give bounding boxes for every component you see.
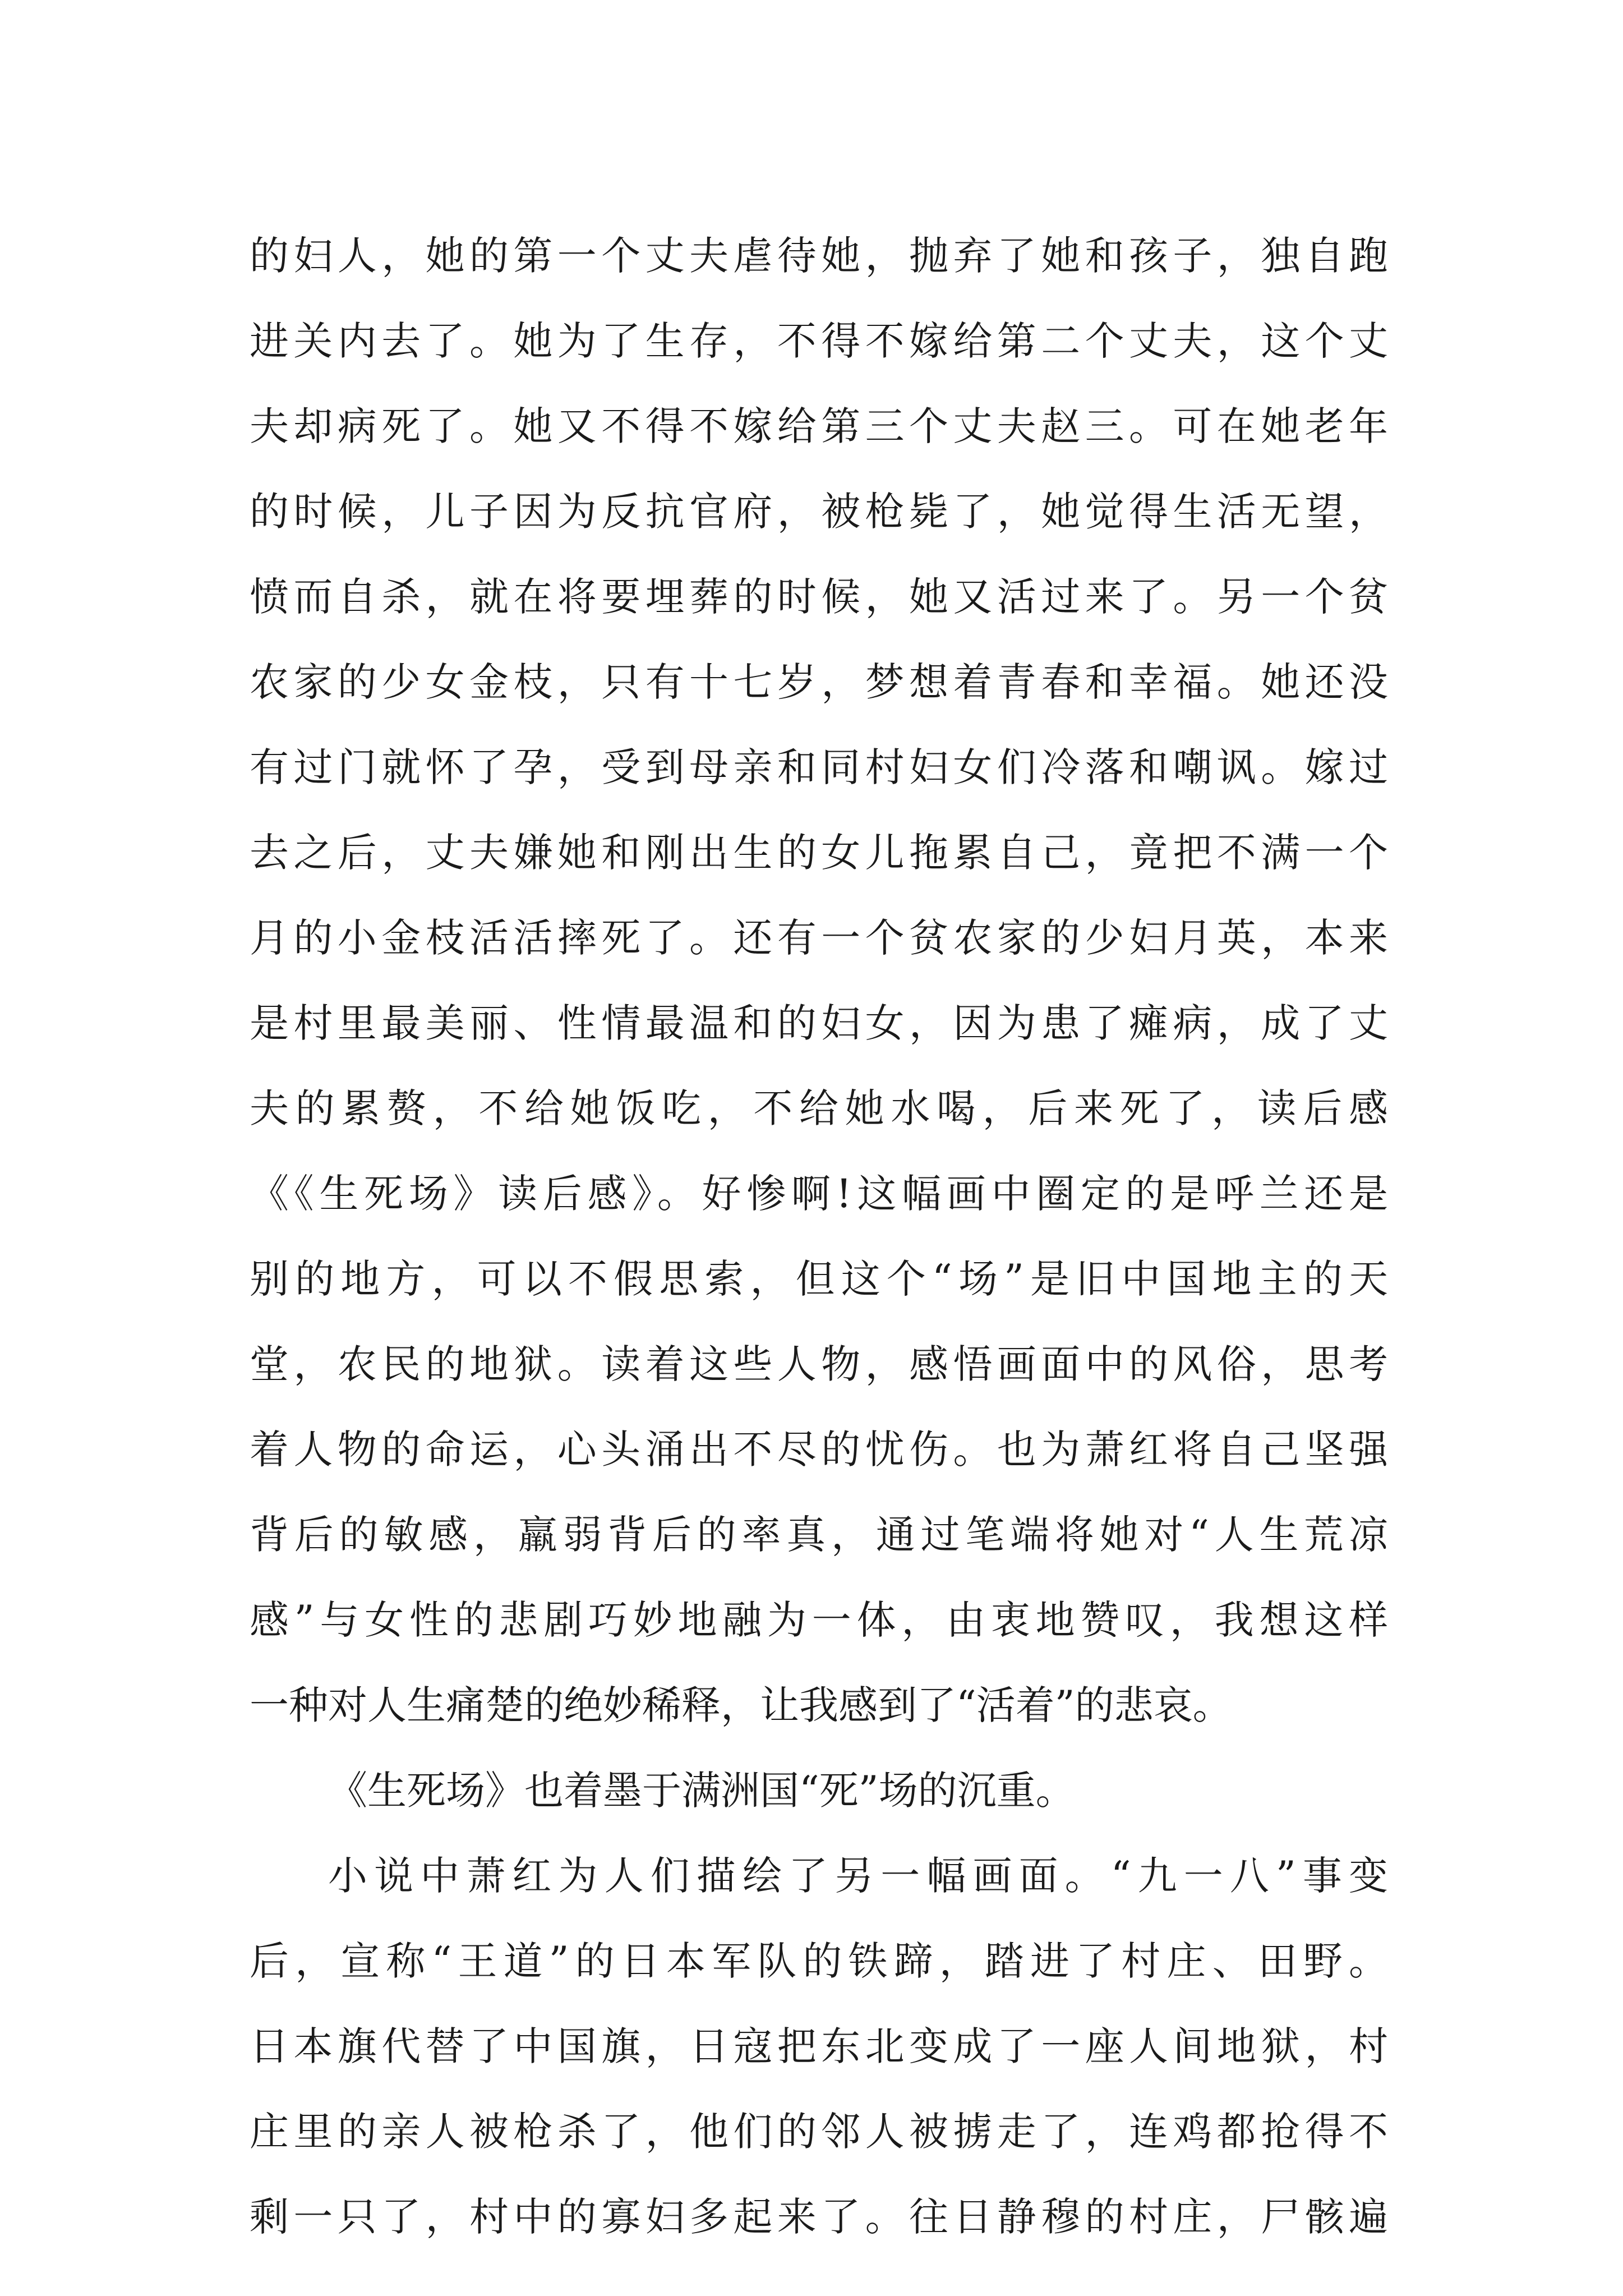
text-line: 是村里最美丽、性情最温和的妇女，因为患了瘫病，成了丈 [250, 1000, 1388, 1046]
text-line: 夫的累赘，不给她饭吃，不给她水喝，后来死了，读后感 [250, 1085, 1388, 1131]
text-line: 日本旗代替了中国旗，日寇把东北变成了一座人间地狱，村 [250, 2023, 1388, 2069]
text-line: 后，宣称“王道”的日本军队的铁蹄，踏进了村庄、田野。 [250, 1938, 1388, 1984]
text-line: 月的小金枝活活摔死了。还有一个贫农家的少妇月英，本来 [250, 915, 1388, 961]
paragraph-start-line: 《生死场》也着墨于满洲国“死”场的沉重。 [328, 1768, 1075, 1814]
text-line: 夫却病死了。她又不得不嫁给第三个丈夫赵三。可在她老年 [250, 403, 1388, 449]
text-line: 着人物的命运，心头涌出不尽的忧伤。也为萧红将自己坚强 [250, 1427, 1388, 1473]
text-line: 有过门就怀了孕，受到母亲和同村妇女们冷落和嘲讽。嫁过 [250, 744, 1388, 790]
paragraph-start-line: 小说中萧红为人们描绘了另一幅画面。“九一八”事变 [328, 1853, 1388, 1899]
text-line: 《《生死场》读后感》。好惨啊!这幅画中圈定的是呼兰还是 [250, 1171, 1388, 1217]
text-line: 背后的敏感，羸弱背后的率真，通过笔端将她对“人生荒凉 [250, 1512, 1388, 1558]
text-line: 庄里的亲人被枪杀了，他们的邻人被掳走了，连鸡都抢得不 [250, 2109, 1388, 2155]
text-line: 农家的少女金枝，只有十七岁，梦想着青春和幸福。她还没 [250, 659, 1388, 705]
text-line: 的时候，儿子因为反抗官府，被枪毙了，她觉得生活无望， [250, 489, 1388, 535]
text-line: 堂，农民的地狱。读着这些人物，感悟画面中的风俗，思考 [250, 1341, 1388, 1387]
text-line: 去之后，丈夫嫌她和刚出生的女儿拖累自己，竟把不满一个 [250, 830, 1388, 876]
text-line: 剩一只了，村中的寡妇多起来了。往日静穆的村庄，尸骸遍 [250, 2194, 1388, 2240]
body-text [250, 213, 1388, 2260]
text-line: 进关内去了。她为了生存，不得不嫁给第二个丈夫，这个丈 [250, 318, 1388, 364]
text-line: 的妇人，她的第一个丈夫虐待她，抛弃了她和孩子，独自跑 [250, 233, 1388, 279]
text-line: 别的地方，可以不假思索，但这个“场”是旧中国地主的天 [250, 1256, 1388, 1302]
text-line: 感”与女性的悲剧巧妙地融为一体，由衷地赞叹，我想这样 [250, 1597, 1388, 1643]
text-line: 一种对人生痛楚的绝妙稀释，让我感到了“活着”的悲哀。 [250, 1682, 1232, 1728]
text-line: 愤而自杀，就在将要埋葬的时候，她又活过来了。另一个贫 [250, 574, 1388, 620]
